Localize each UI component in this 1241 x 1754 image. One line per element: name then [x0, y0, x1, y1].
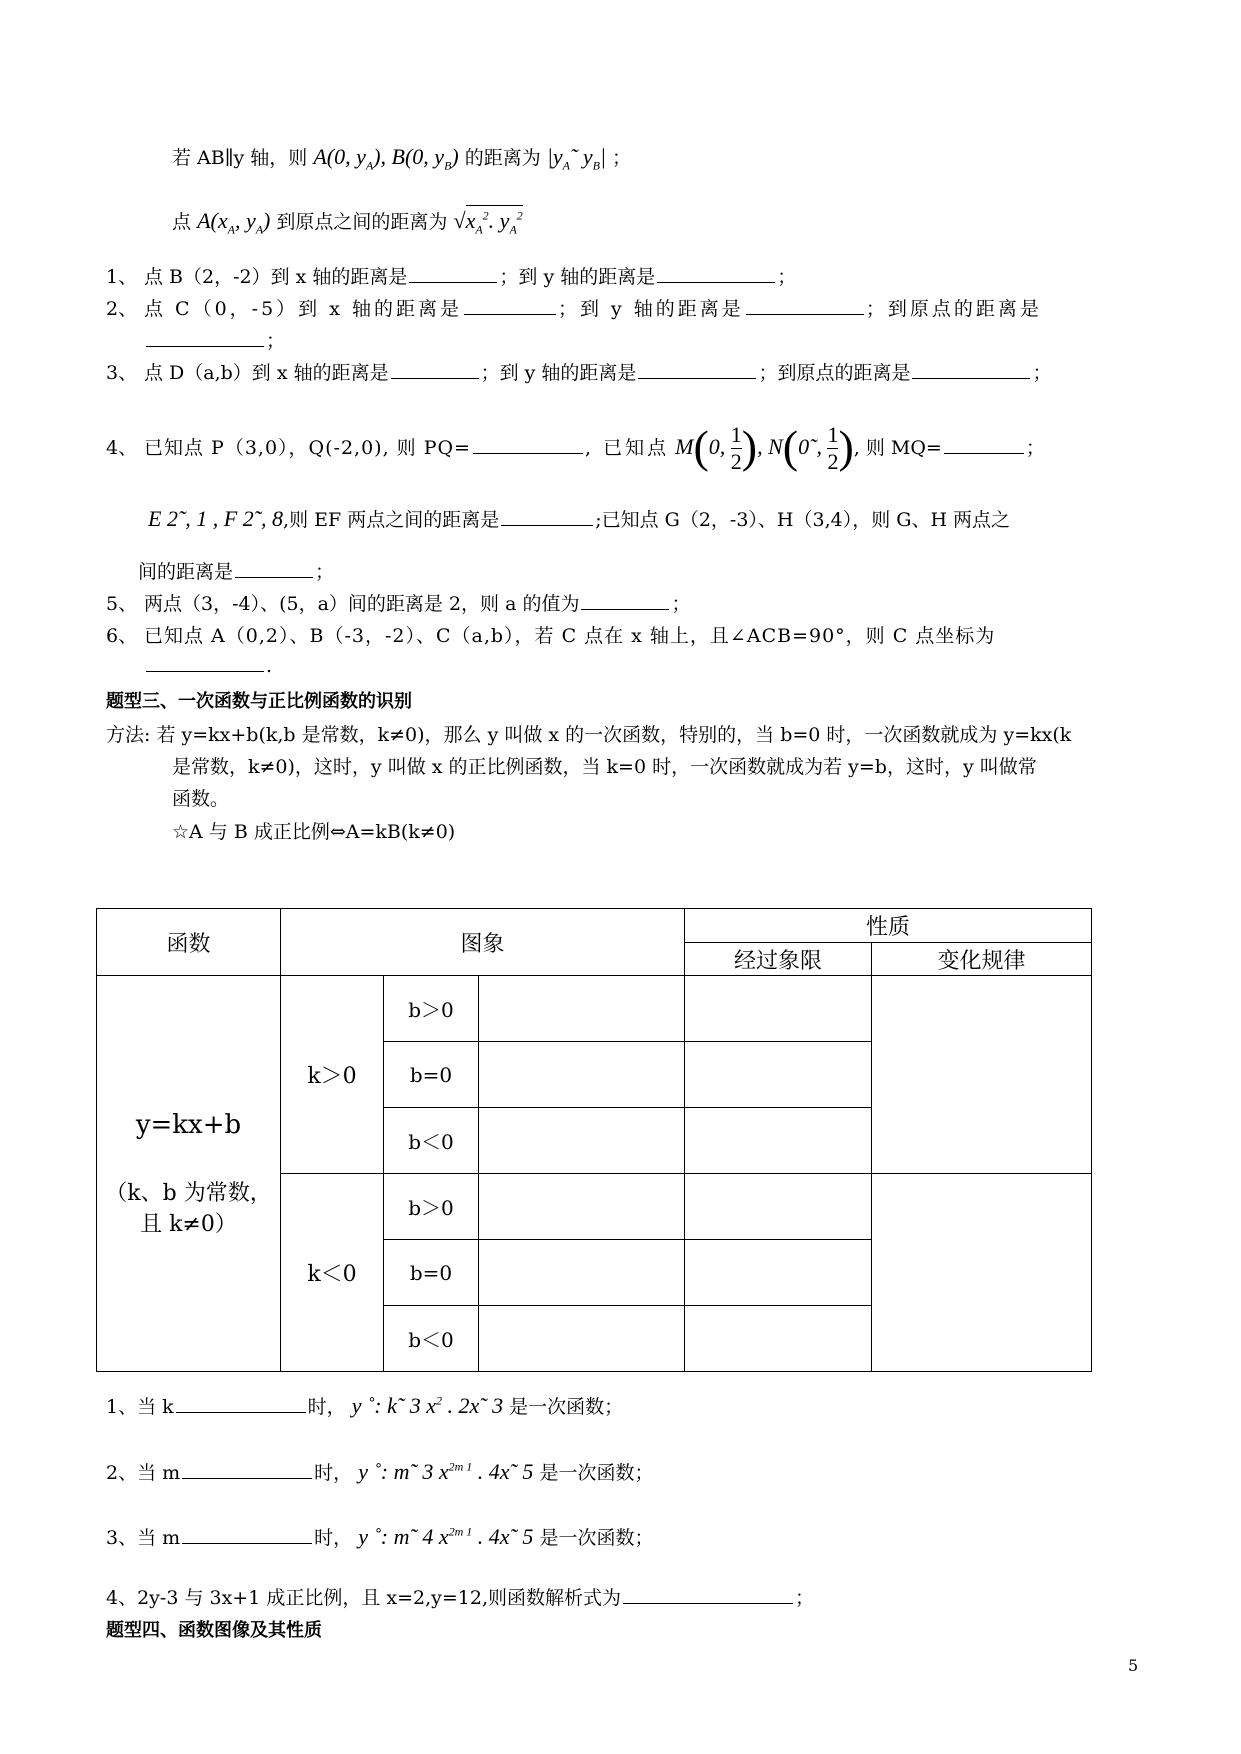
question-2-cont	[144, 326, 285, 353]
k-positive-cell: k＞0	[281, 976, 384, 1174]
question-text: 点 D（a,b）到 x 轴的距离是	[144, 362, 389, 384]
intro-line-2	[172, 207, 523, 237]
question-number: 4、	[106, 1587, 138, 1609]
header-graph: 图象	[281, 909, 685, 976]
question-4-line-2	[148, 505, 1010, 532]
graph-cell[interactable]	[479, 1108, 685, 1174]
b-cell: b＜0	[384, 1108, 479, 1174]
question-1	[106, 262, 796, 289]
points-ef: E 2˜, 1 , F 2˜, 8	[148, 506, 284, 531]
function-expression: y ˚: k˜ 3 $x^2$ . 2x˜ 3	[351, 1393, 504, 1418]
graph-cell[interactable]	[479, 976, 685, 1042]
formula-abs: $|y_A˜$ $y_B|$	[546, 144, 606, 173]
question-number: 3、	[106, 362, 138, 384]
function-expression: y ˚: m˜ 4 $x^{2m 1}$ . 4x˜ 5	[358, 1524, 534, 1549]
question-number: 6、	[106, 625, 138, 647]
question-number: 4、	[106, 437, 138, 459]
question-text: ；	[795, 1587, 815, 1609]
function-properties-table	[96, 908, 1092, 1372]
intro-text: ；	[612, 147, 632, 169]
question-text: ；	[1025, 437, 1045, 459]
question-6	[106, 621, 995, 648]
b-cell: b=0	[384, 1042, 479, 1108]
formula-sqrt: $√x_A^2$. $y_A^2$	[453, 205, 522, 233]
question-text: 是一次函数；	[509, 1396, 624, 1418]
function-formula: y=kx+b	[135, 1109, 242, 1140]
variation-cell[interactable]	[872, 976, 1092, 1174]
answer-blank[interactable]	[912, 360, 1030, 379]
formula-a: $A(x_A$, $y_A$)	[197, 208, 271, 237]
question-text: 当 k	[137, 1396, 174, 1418]
answer-blank[interactable]	[581, 591, 669, 610]
method-line-2: 是常数，k≠0)，这时，y 叫做 x 的正比例函数，当 k=0 时，一次函数就成为若 y=b，这时，y 叫做常	[172, 756, 1037, 778]
question-text: ；	[1032, 362, 1052, 384]
function-expression: y ˚: m˜ 3 $x^{2m 1}$ . 4x˜ 5	[358, 1459, 534, 1484]
section-title: 题型四、函数图像及其性质	[106, 1620, 322, 1641]
graph-cell[interactable]	[479, 1174, 685, 1240]
question-text: .	[266, 655, 273, 677]
question-number: 1、	[106, 1396, 138, 1418]
answer-blank[interactable]	[464, 296, 556, 315]
b-cell: b=0	[384, 1240, 479, 1306]
answer-blank[interactable]	[146, 653, 264, 672]
b-cell: b＜0	[384, 1306, 479, 1372]
linear-question-2	[106, 1458, 653, 1485]
method-text: 若 y=kx+b(k,b 是常数，k≠0)，那么 y 叫做 x 的一次函数，特别的，当 b=0 时，一次函数就成为 y=kx(k	[156, 724, 1072, 746]
k-negative-cell: k＜0	[281, 1174, 384, 1372]
question-text: ,则 EF 两点之间的距离是	[283, 509, 500, 531]
function-note: 且 k≠0）	[140, 1211, 237, 1237]
answer-blank[interactable]	[176, 1394, 306, 1413]
quadrant-cell[interactable]	[685, 1174, 872, 1240]
answer-blank[interactable]	[473, 435, 583, 454]
method-line-3: 函数。	[172, 788, 230, 810]
question-text: 是一次函数；	[539, 1527, 654, 1549]
header-variation: 变化规律	[872, 943, 1092, 976]
question-text: ；到 y 轴的距离是	[499, 266, 656, 288]
question-number: 5、	[106, 593, 138, 615]
answer-blank[interactable]	[501, 507, 593, 526]
question-text: 当 m	[137, 1462, 181, 1484]
answer-blank[interactable]	[944, 435, 1024, 454]
question-text: ；	[315, 561, 335, 583]
question-text: 2y-3 与 3x+1 成正比例，且 x=2,y=12,则函数解析式为	[137, 1587, 622, 1609]
b-cell: b＞0	[384, 976, 479, 1042]
function-cell	[97, 976, 281, 1372]
question-6-cont	[144, 653, 272, 677]
answer-blank[interactable]	[146, 328, 264, 347]
answer-blank[interactable]	[657, 264, 775, 283]
question-number: 1、	[106, 266, 138, 288]
linear-question-3	[106, 1523, 653, 1550]
intro-line-1	[172, 143, 631, 173]
question-3	[106, 358, 1051, 385]
answer-blank[interactable]	[746, 296, 864, 315]
graph-cell[interactable]	[479, 1240, 685, 1306]
intro-text: 到原点之间的距离为	[276, 211, 448, 233]
intro-text: 的距离为	[464, 147, 541, 169]
linear-question-4	[106, 1583, 814, 1610]
question-text: 时，	[314, 1527, 353, 1549]
answer-blank[interactable]	[391, 360, 479, 379]
question-text: , 则 MQ=	[853, 437, 942, 459]
method-line-1	[106, 720, 1071, 747]
quadrant-cell[interactable]	[685, 1240, 872, 1306]
question-text: , 已知点	[584, 437, 670, 459]
answer-blank[interactable]	[182, 1525, 312, 1544]
answer-blank[interactable]	[235, 559, 313, 578]
question-text: 两点（3，-4）、(5，a）间的距离是 2，则 a 的值为	[144, 593, 580, 615]
question-number: 2、	[106, 298, 138, 320]
question-text: ；	[266, 330, 286, 352]
graph-cell[interactable]	[479, 1042, 685, 1108]
question-text: 时，	[314, 1462, 353, 1484]
question-text: 点 C（0，-5）到 x 轴的距离是	[144, 298, 462, 320]
question-text: 时，	[307, 1396, 346, 1418]
question-4	[106, 420, 1045, 475]
question-text: ；	[671, 593, 691, 615]
graph-cell[interactable]	[479, 1306, 685, 1372]
header-function: 函数	[97, 909, 281, 976]
linear-question-1	[106, 1392, 623, 1419]
method-line-4: ☆A 与 B 成正比例⇔A=kB(k≠0)	[172, 821, 456, 843]
question-text: ；到 y 轴的距离是	[557, 298, 744, 320]
question-text: ；到原点的距离是	[865, 298, 1042, 320]
header-properties: 性质	[685, 909, 1092, 943]
b-cell: b＞0	[384, 1174, 479, 1240]
quadrant-cell[interactable]	[685, 1306, 872, 1372]
question-text: 是一次函数；	[539, 1462, 654, 1484]
question-text: 已知点 P（3,0），Q(-2,0), 则 PQ=	[144, 437, 471, 459]
header-quadrants: 经过象限	[685, 943, 872, 976]
answer-blank[interactable]	[638, 360, 756, 379]
question-number: 3、	[106, 1527, 138, 1549]
page-number: 5	[1128, 1656, 1139, 1675]
quadrant-cell[interactable]	[685, 1108, 872, 1174]
question-text: ;已知点 G（2，-3）、H（3,4），则 G、H 两点之	[595, 509, 1011, 531]
answer-blank[interactable]	[623, 1585, 793, 1604]
point-m: M(0, $\frac{1}{2}$ ), N(0˜, $\frac{1}{2}$ )	[675, 421, 854, 475]
formula-ab: A(0, $y_A$), B(0, $y_B$)	[313, 144, 459, 173]
question-number: 2、	[106, 1462, 138, 1484]
section-title: 题型三、一次函数与正比例函数的识别	[106, 691, 412, 712]
answer-blank[interactable]	[182, 1460, 312, 1479]
question-text: ；到 y 轴的距离是	[480, 362, 637, 384]
variation-cell[interactable]	[872, 1174, 1092, 1372]
question-text: 间的距离是	[138, 561, 234, 583]
question-2	[106, 294, 1042, 321]
question-text: ；到原点的距离是	[758, 362, 911, 384]
quadrant-cell[interactable]	[685, 976, 872, 1042]
method-label: 方法:	[106, 724, 151, 746]
function-note: （k、b 为常数，	[105, 1180, 272, 1206]
intro-text: 若 AB∥y 轴，则	[172, 147, 308, 169]
quadrant-cell[interactable]	[685, 1042, 872, 1108]
question-text: ；	[777, 266, 797, 288]
question-5	[106, 589, 690, 616]
intro-text: 点	[172, 211, 192, 233]
question-4-line-3	[138, 557, 334, 584]
question-text: 当 m	[137, 1527, 181, 1549]
answer-blank[interactable]	[409, 264, 497, 283]
question-text: 已知点 A（0,2）、B（-3，-2）、C（a,b），若 C 点在 x 轴上，且∠ACB=90°，则 C 点坐标为	[144, 625, 996, 647]
question-text: 点 B（2，-2）到 x 轴的距离是	[144, 266, 408, 288]
